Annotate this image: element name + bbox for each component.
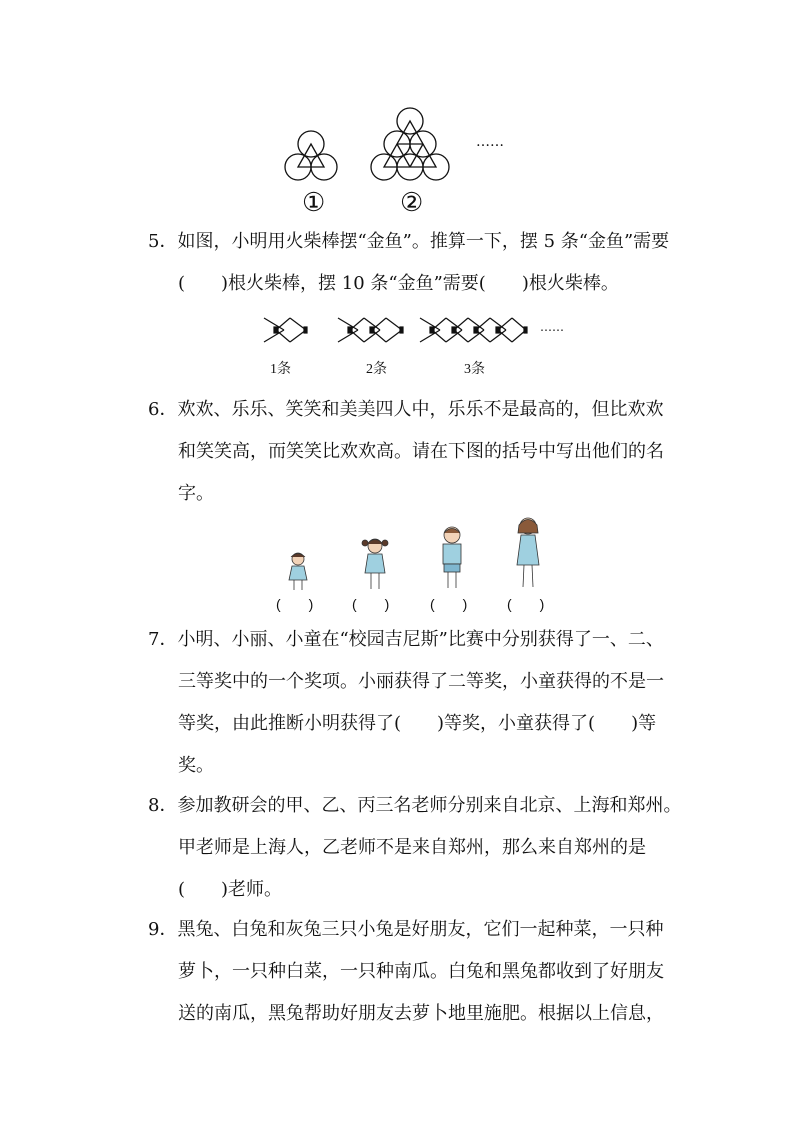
- circle-figure-2: [370, 104, 480, 194]
- q9-line-2: 萝卜，一只种白菜，一只种南瓜。白兔和黑兔都收到了好朋友: [178, 961, 664, 982]
- matchstick-fish-figure: [262, 312, 562, 352]
- answer-bracket-4[interactable]: ( ): [507, 596, 545, 612]
- answer-bracket-1[interactable]: ( ): [276, 596, 314, 612]
- q9-line-1: 9．黑兔、白兔和灰兔三只小兔是好朋友，它们一起种菜，一只种: [148, 919, 664, 940]
- q7-line-2: 三等奖中的一个奖项。小丽获得了二等奖，小童获得的不是一: [178, 671, 664, 692]
- q7-line-4: 奖。: [178, 755, 214, 776]
- q8-line-1: 8．参加教研会的甲、乙、丙三名老师分别来自北京、上海和郑州。: [148, 795, 682, 816]
- fish-ellipsis: ……: [540, 320, 564, 334]
- q6-line-2: 和笑笑高，而笑笑比欢欢高。请在下图的括号中写出他们的名: [178, 441, 664, 462]
- q5-line-1: 5．如图，小明用火柴棒摆“金鱼”。推算一下，摆 5 条“金鱼”需要: [148, 231, 670, 252]
- q7-line-1: 7．小明、小丽、小童在“校园吉尼斯”比赛中分别获得了一、二、: [148, 629, 664, 650]
- q5-line-2: ( )根火柴棒，摆 10 条“金鱼”需要( )根火柴棒。: [178, 273, 619, 294]
- fish-label-2: 2条: [366, 362, 387, 377]
- figure-ellipsis: ……: [476, 134, 504, 150]
- q6-line-3: 字。: [178, 483, 214, 504]
- answer-bracket-3[interactable]: ( ): [430, 596, 468, 612]
- fish-label-3: 3条: [464, 362, 485, 377]
- q8-line-2: 甲老师是上海人，乙老师不是来自郑州，那么来自郑州的是: [178, 837, 646, 858]
- child-figure-1: [284, 550, 314, 595]
- figure-label-1: ①: [302, 188, 326, 218]
- fish-label-1: 1条: [270, 362, 291, 377]
- q6-line-1: 6．欢欢、乐乐、笑笑和美美四人中，乐乐不是最高的，但比欢欢: [148, 399, 664, 420]
- child-figure-2: [360, 535, 392, 595]
- q9-line-3: 送的南瓜，黑兔帮助好朋友去萝卜地里施肥。根据以上信息，: [178, 1003, 664, 1024]
- q7-line-3: 等奖，由此推断小明获得了( )等奖，小童获得了( )等: [178, 713, 657, 734]
- child-figure-4: [512, 515, 546, 595]
- q8-line-3: ( )老师。: [178, 879, 283, 900]
- child-figure-3: [436, 524, 470, 594]
- figure-label-2: ②: [400, 188, 424, 218]
- answer-bracket-2[interactable]: ( ): [352, 596, 390, 612]
